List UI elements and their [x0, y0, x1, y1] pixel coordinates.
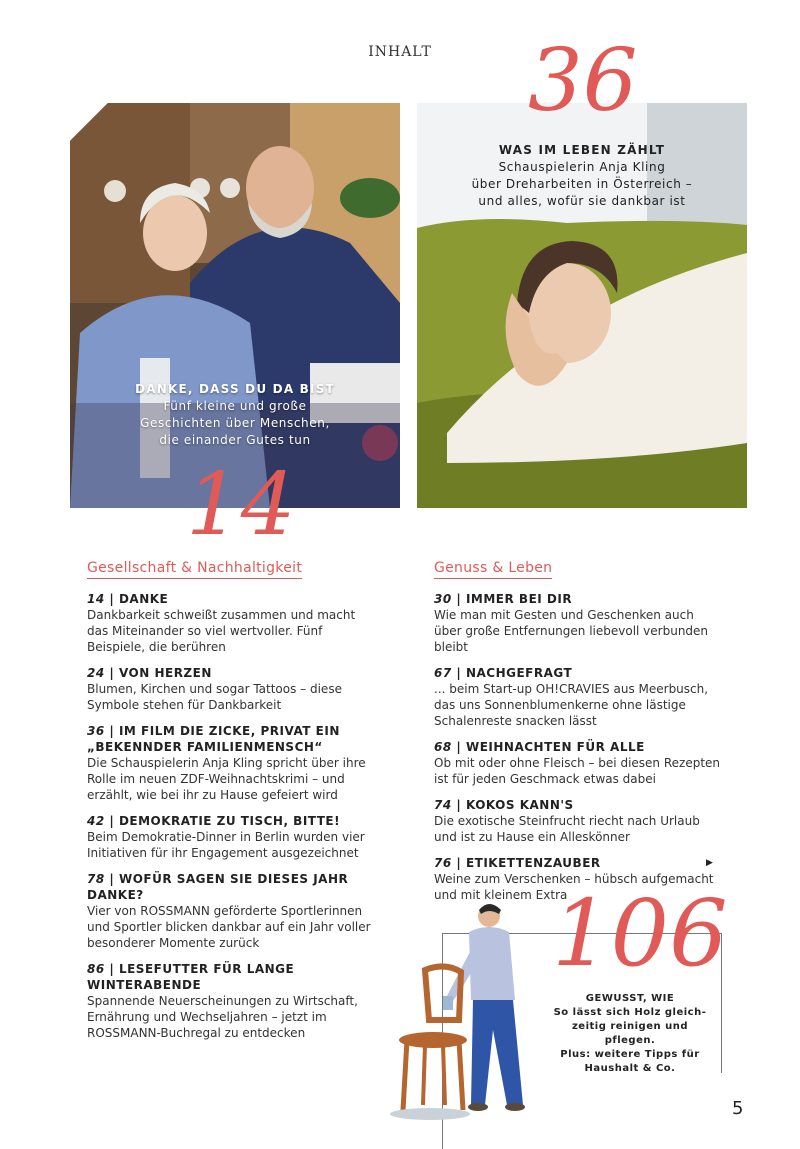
toc-entry[interactable]: 76 | ETIKETTENZAUBER Weine zum Verschenken – hübsch aufgemacht und mit kleinem Extra [434, 855, 724, 903]
toc-title: VON HERZEN [118, 666, 212, 680]
toc-entry[interactable]: 86 | LESEFUTTER FÜR LANGE WINTERABENDE Spannende Neuerscheinungen zu Wirtschaft, Ernährung und Wechseljahren – jetzt im ROSSMANN-Buchregal zu entdecken [87, 961, 377, 1041]
toc-page: 36 [87, 724, 105, 738]
feature-page-number-14: 14 [186, 455, 296, 555]
feature-caption-line: So lässt sich Holz gleich- [553, 1007, 707, 1018]
feature-caption-line: über Dreharbeiten in Österreich – [471, 177, 693, 191]
toc-title: ETIKETTENZAUBER [465, 856, 601, 870]
feature-caption-anja [417, 142, 747, 210]
toc-desc: Beim Demokratie-Dinner in Berlin wurden vier Initiativen für ihr Engagement ausgezeichnet [87, 830, 365, 860]
toc-entry[interactable]: 68 | WEIHNACHTEN FÜR ALLE Ob mit oder ohne Fleisch – bei diesen Rezepten ist für jeden Geschmack etwas dabei [434, 739, 724, 787]
illustration-svg [385, 900, 535, 1130]
toc-desc: Blumen, Kirchen und sogar Tattoos – diese Symbole stehen für Dankbarkeit [87, 682, 342, 712]
page-number: 5 [732, 1098, 744, 1119]
feature-caption-line: Plus: weitere Tipps für [560, 1049, 700, 1060]
section-heading: Genuss & Leben [434, 560, 552, 579]
toc-entry[interactable]: 74 | KOKOS KANN'S Die exotische Steinfrucht riecht nach Urlaub und ist zu Hause ein Alleskönner [434, 797, 724, 845]
toc-title: NACHGEFRAGT [465, 666, 573, 680]
toc-page: 78 [87, 872, 105, 886]
toc-title: WEIHNACHTEN FÜR ALLE [465, 740, 645, 754]
toc-desc: Ob mit oder ohne Fleisch – bei diesen Rezepten ist für jeden Geschmack etwas dabei [434, 756, 721, 786]
play-triangle-icon[interactable]: ▶ [706, 858, 713, 868]
page-header: INHALT [368, 44, 432, 60]
feature-caption-line: zeitig reinigen und pflegen. [571, 1021, 688, 1046]
toc-desc: Wie man mit Gesten und Geschenken auch über große Entfernungen liebevoll verbunden bleibt [434, 608, 709, 654]
toc-page: 14 [87, 592, 105, 606]
toc-page: 30 [434, 592, 452, 606]
toc-page: 86 [87, 962, 105, 976]
man-cleaning-chair-illustration [385, 900, 535, 1130]
section-heading: Gesellschaft & Nachhaltigkeit [87, 560, 302, 579]
feature-caption-line: und alles, wofür sie dankbar ist [478, 194, 686, 208]
toc-page: 68 [434, 740, 452, 754]
toc-title: DEMOKRATIE ZU TISCH, BITTE! [118, 814, 341, 828]
feature-caption-title: DANKE, DASS DU DA BIST [135, 382, 335, 396]
feature-caption-line: Schauspielerin Anja Kling [498, 160, 666, 174]
feature-caption-wood [545, 992, 715, 1076]
toc-title: IM FILM DIE ZICKE, PRIVAT EIN „BEKENNDER FAMILIENMENSCH“ [87, 724, 340, 754]
feature-caption-title: WAS IM LEBEN ZÄHLT [498, 143, 666, 157]
toc-desc: Vier von ROSSMANN geförderte Sportlerinnen und Sportler blicken dankbar auf ein Jahr voller besonderer Momente zurück [87, 904, 371, 950]
feature-caption-line: die einander Gutes tun [159, 433, 311, 447]
feature-caption-thanks [70, 381, 400, 449]
toc-entry[interactable]: 78 | WOFÜR SAGEN SIE DIESES JAHR DANKE? Vier von ROSSMANN geförderte Sportlerinnen und Sportler blicken dankbar auf ein Jahr voller besonderer Momente zurück [87, 871, 377, 951]
feature-caption-line: Haushalt & Co. [584, 1063, 676, 1074]
feature-page-number-106: 106 [552, 880, 728, 987]
feature-caption-line: Geschichten über Menschen, [140, 416, 330, 430]
toc-entry[interactable]: 36 | IM FILM DIE ZICKE, PRIVAT EIN „BEKENNDER FAMILIENMENSCH“ Die Schauspielerin Anja Kling spricht über ihre Rolle im neuen ZDF-Weihnachtskrimi – und erzählt, wie bei ihr zu Hause gefeiert wird [87, 723, 377, 803]
toc-desc: ... beim Start-up OH!CRAVIES aus Meerbusch, das uns Sonnenblumenkerne ohne lästige Schalenreste snacken lässt [434, 682, 709, 728]
feature-page-number-36: 36 [528, 31, 638, 131]
feature-caption-title: GEWUSST, WIE [585, 993, 675, 1004]
toc-title: DANKE [118, 592, 169, 606]
toc-desc: Dankbarkeit schweißt zusammen und macht das Miteinander so viel wertvoller. Fünf Beispiele, die berühren [87, 608, 356, 654]
toc-entry[interactable]: 42 | DEMOKRATIE ZU TISCH, BITTE! Beim Demokratie-Dinner in Berlin wurden vier Initiativen für ihr Engagement ausgezeichnet [87, 813, 377, 861]
toc-page: 42 [87, 814, 105, 828]
toc-desc: Die exotische Steinfrucht riecht nach Urlaub und ist zu Hause ein Alleskönner [434, 814, 700, 844]
toc-title: IMMER BEI DIR [465, 592, 573, 606]
toc-page: 67 [434, 666, 452, 680]
toc-page: 24 [87, 666, 105, 680]
toc-entry[interactable]: 67 | NACHGEFRAGT ... beim Start-up OH!CRAVIES aus Meerbusch, das uns Sonnenblumenkerne ohne lästige Schalenreste snacken lässt [434, 665, 724, 729]
toc-entry[interactable]: 30 | IMMER BEI DIR Wie man mit Gesten und Geschenken auch über große Entfernungen liebevoll verbunden bleibt [434, 591, 724, 655]
toc-entry[interactable]: 14 | DANKE Dankbarkeit schweißt zusammen und macht das Miteinander so viel wertvoller. Fünf Beispiele, die berühren [87, 591, 377, 655]
toc-desc: Spannende Neuerscheinungen zu Wirtschaft, Ernährung und Wechseljahren – jetzt im ROSSMANN-Buchregal zu entdecken [87, 994, 358, 1040]
toc-desc: Die Schauspielerin Anja Kling spricht über ihre Rolle im neuen ZDF-Weihnachtskrimi – und erzählt, wie bei ihr zu Hause gefeiert wird [87, 756, 366, 802]
toc-desc: Weine zum Verschenken – hübsch aufgemacht und mit kleinem Extra [434, 872, 714, 902]
toc-section-enjoyment [434, 557, 724, 913]
toc-page: 74 [434, 798, 452, 812]
toc-section-society [87, 557, 377, 1051]
toc-page: 76 [434, 856, 452, 870]
feature-caption-line: Fünf kleine und große [163, 399, 307, 413]
toc-title: LESEFUTTER FÜR LANGE WINTERABENDE [87, 962, 295, 992]
toc-title: KOKOS KANN'S [465, 798, 574, 812]
toc-title: WOFÜR SAGEN SIE DIESES JAHR DANKE? [87, 872, 349, 902]
toc-entry[interactable]: 24 | VON HERZEN Blumen, Kirchen und sogar Tattoos – diese Symbole stehen für Dankbarkeit [87, 665, 377, 713]
